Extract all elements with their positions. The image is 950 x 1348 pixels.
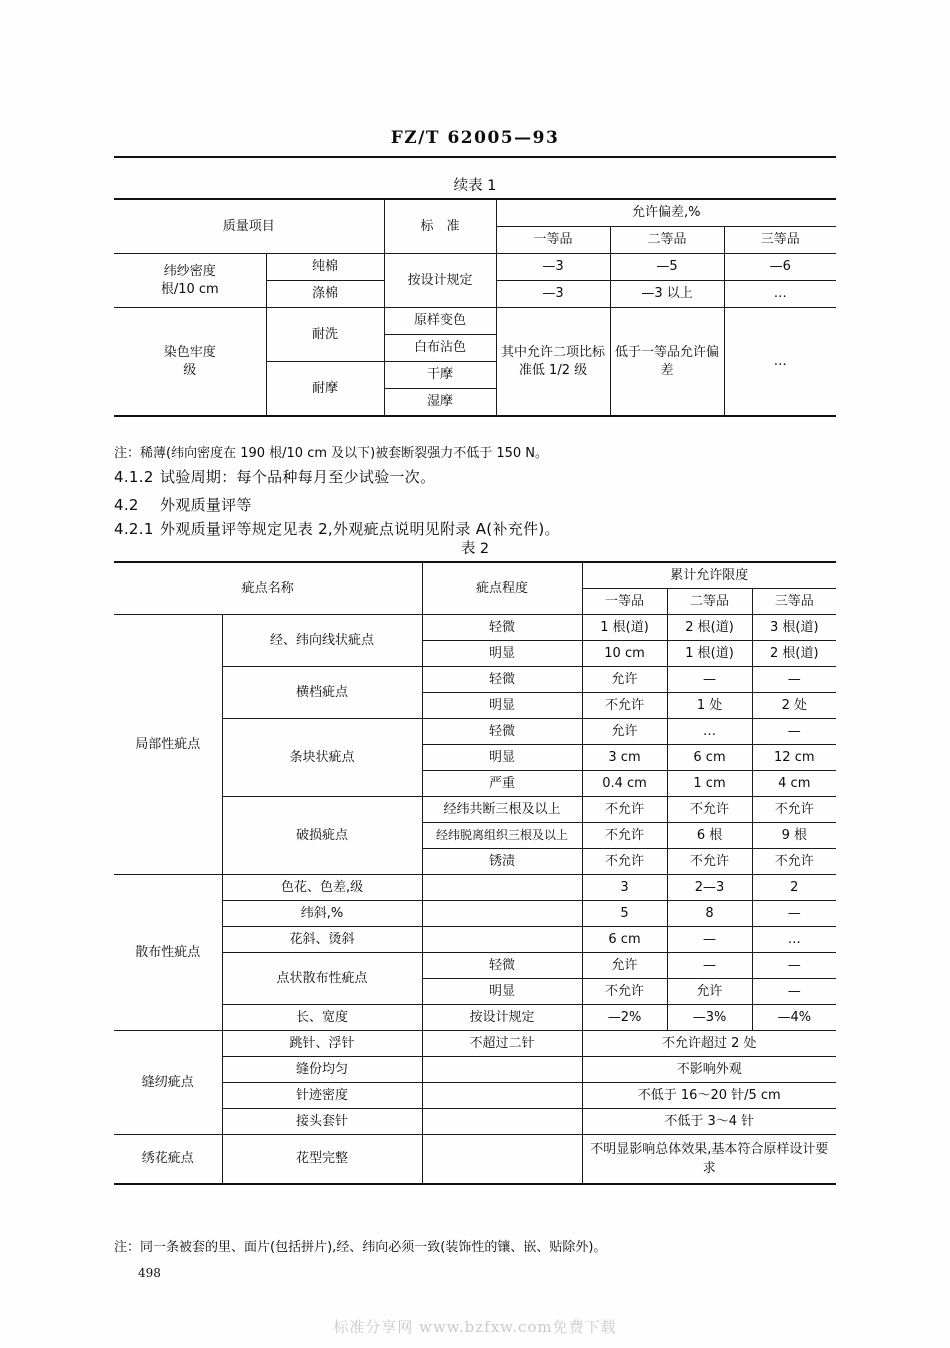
cell-g2: 1 处 [667,693,752,719]
cell-g1: 不允许 [582,979,667,1005]
cell-degree: 轻微 [422,615,582,641]
cell-span-requirement: 不低于 16～20 针/5 cm [582,1083,836,1109]
cell-g2: 1 根(道) [667,641,752,667]
cell-g2: 2 根(道) [667,615,752,641]
cell-degree: 明显 [422,693,582,719]
cell-g2: 1 cm [667,771,752,797]
cell-standard-by-design: 按设计规定 [384,254,496,308]
cell-g1: —3 [496,281,610,308]
cell-g2: — [667,927,752,953]
cell-white-cloth-stain: 白布沾色 [384,335,496,362]
table-row [114,1005,836,1031]
cell-g3: — [752,953,836,979]
cell-color-fastness [114,308,266,417]
cell-degree: 经纬共断三根及以上 [422,797,582,823]
cell-rub-fastness: 耐摩 [266,362,384,417]
table2-note: 注：同一条被套的里、面片(包括拼片),经、纬向必须一致(装饰性的镶、嵌、贴除外)。 [114,1240,607,1255]
paragraph-4-2-1 [114,518,560,539]
cell-merged-note-1: 其中允许二项比标准低 1/2 级 [496,308,610,417]
th-cumulative-limit: 累计允许限度 [582,562,836,589]
table-row [114,308,836,335]
th-quality-item: 质量项目 [114,199,384,254]
cell-g3: 4 cm [752,771,836,797]
cell-weft-density [114,254,266,308]
cell-degree [422,875,582,901]
weft-density-line1: 纬纱密度 [163,263,216,279]
cell-g1: 不允许 [582,849,667,875]
cell-defect-size: 长、宽度 [222,1005,422,1031]
th-grade2: 二等品 [610,227,724,254]
cell-g2: — [667,667,752,693]
paragraph-4-2 [114,494,252,515]
cell-degree: 轻微 [422,719,582,745]
table-row [114,875,836,901]
table-row [114,1083,836,1109]
cell-pure-cotton: 纯棉 [266,254,384,281]
table-row [114,719,836,745]
th-grade2: 二等品 [667,589,752,615]
cell-defect-patch: 条块状疵点 [222,719,422,797]
cell-g1: 1 根(道) [582,615,667,641]
cell-defect-linear: 经、纬向线状疵点 [222,615,422,667]
section-number: 4.2.1 [114,520,154,538]
cell-g3: 3 根(道) [752,615,836,641]
th-defect-degree: 疵点程度 [422,562,582,615]
table-row [114,199,836,227]
cell-g1: 不允许 [582,823,667,849]
cell-defect-color: 色花、色差,级 [222,875,422,901]
cell-g2: 不允许 [667,797,752,823]
table1-note: 注：稀薄(纬向密度在 190 根/10 cm 及以下)被套断裂强力不低于 150 N。 [114,446,549,461]
cell-degree: 锈渍 [422,849,582,875]
cell-g1: 6 cm [582,927,667,953]
cell-original-color-change: 原样变色 [384,308,496,335]
cell-g3: … [752,927,836,953]
cell-degree [422,1057,582,1083]
cell-defect-stitch-density: 针迹密度 [222,1083,422,1109]
cell-g2: —3 以上 [610,281,724,308]
cell-wash-fastness: 耐洗 [266,308,384,362]
cell-g1: —2% [582,1005,667,1031]
section-number: 4.2 [114,496,139,514]
th-grade1: 一等品 [582,589,667,615]
cell-degree: 按设计规定 [422,1005,582,1031]
cell-group-local-defects: 局部性疵点 [114,615,222,875]
cell-g3: 9 根 [752,823,836,849]
cell-g1: 3 [582,875,667,901]
section-text: 外观质量评等规定见表 2,外观疵点说明见附录 A(补充件)。 [160,520,560,538]
table-row [114,927,836,953]
cell-g1: 不允许 [582,797,667,823]
page-number: 498 [138,1266,161,1280]
section-text: 外观质量评等 [160,496,252,514]
cell-defect-seam-even: 缝份均匀 [222,1057,422,1083]
cell-g2: 6 cm [667,745,752,771]
cell-degree [422,1135,582,1185]
table-row [114,615,836,641]
table-row [114,254,836,281]
th-tolerance: 允许偏差,% [496,199,836,227]
cell-degree: 不超过二针 [422,1031,582,1057]
cell-g1: 5 [582,901,667,927]
table-row [114,1109,836,1135]
cell-g3: — [752,979,836,1005]
cell-span-requirement: 不低于 3～4 针 [582,1109,836,1135]
cell-defect-joint-stitch: 接头套针 [222,1109,422,1135]
cell-defect-skip-stitch: 跳针、浮针 [222,1031,422,1057]
cell-degree: 明显 [422,745,582,771]
paragraph-4-1-2 [114,466,435,487]
watermark: 标准分享网 www.bzfxw.com免费下载 [333,1318,617,1336]
cell-dry-rub: 干摩 [384,362,496,389]
table1-caption: 续表 1 [453,178,497,194]
cell-g1: 0.4 cm [582,771,667,797]
section-number: 4.1.2 [114,468,154,486]
table-2-appearance-quality [114,561,836,1185]
cell-g1: 不允许 [582,693,667,719]
table-row [114,562,836,589]
cell-g3: 2 根(道) [752,641,836,667]
cell-defect-weft-skew: 纬斜,% [222,901,422,927]
cell-span-requirement: 不明显影响总体效果,基本符合原样设计要求 [582,1135,836,1185]
cell-g3: — [752,667,836,693]
th-standard: 标 准 [384,199,496,254]
cell-g3: 不允许 [752,849,836,875]
cell-group-scattered-defects: 散布性疵点 [114,875,222,1031]
cell-degree: 明显 [422,641,582,667]
cell-defect-spotted: 点状散布性疵点 [222,953,422,1005]
cell-g2: — [667,953,752,979]
table2-caption: 表 2 [460,541,490,557]
section-text: 试验周期：每个品种每月至少试验一次。 [160,468,436,486]
table-row [114,953,836,979]
cell-defect-pattern-skew: 花斜、烫斜 [222,927,422,953]
cell-g3: … [724,308,836,417]
cell-merged-note-2: 低于一等品允许偏差 [610,308,724,417]
cell-degree: 轻微 [422,667,582,693]
table-row [114,1135,836,1185]
th-grade1: 一等品 [496,227,610,254]
cell-g3: —6 [724,254,836,281]
table-continued-1 [114,198,836,417]
cell-degree [422,901,582,927]
cell-g1: 允许 [582,719,667,745]
cell-g3: 2 处 [752,693,836,719]
cell-span-requirement: 不允许超过 2 处 [582,1031,836,1057]
cell-g2: … [667,719,752,745]
cell-group-embroidery-defects: 绣花疵点 [114,1135,222,1185]
cell-poly-cotton: 涤棉 [266,281,384,308]
cell-g2: 6 根 [667,823,752,849]
cell-g1: 10 cm [582,641,667,667]
th-grade3: 三等品 [752,589,836,615]
cell-g3: — [752,719,836,745]
cell-degree [422,1083,582,1109]
cell-wet-rub: 湿摩 [384,389,496,417]
cell-g1: 允许 [582,667,667,693]
cell-g3: 不允许 [752,797,836,823]
cell-g2: —5 [610,254,724,281]
weft-density-line2: 根/10 cm [160,281,219,297]
color-fastness-line2: 级 [183,362,197,378]
cell-degree [422,1109,582,1135]
cell-g1: 允许 [582,953,667,979]
cell-degree: 轻微 [422,953,582,979]
cell-defect-bar: 横档疵点 [222,667,422,719]
page-header-standard-code: FZ/T 62005—93 [390,128,560,148]
table-row [114,901,836,927]
cell-g3: 2 [752,875,836,901]
cell-g3: —4% [752,1005,836,1031]
color-fastness-line1: 染色牢度 [163,344,216,360]
cell-degree: 明显 [422,979,582,1005]
cell-g2: 允许 [667,979,752,1005]
table-row [114,1031,836,1057]
cell-g2: 8 [667,901,752,927]
cell-degree: 经纬脱离组织三根及以上 [422,823,582,849]
th-grade3: 三等品 [724,227,836,254]
cell-defect-pattern-complete: 花型完整 [222,1135,422,1185]
table-row [114,667,836,693]
cell-g2: —3% [667,1005,752,1031]
cell-g2: 2—3 [667,875,752,901]
table-row [114,1057,836,1083]
cell-degree [422,927,582,953]
cell-g3: 12 cm [752,745,836,771]
cell-group-sewing-defects: 缝纫疵点 [114,1031,222,1135]
table-row [114,797,836,823]
cell-span-requirement: 不影响外观 [582,1057,836,1083]
th-defect-name: 疵点名称 [114,562,422,615]
cell-g1: —3 [496,254,610,281]
cell-g3: … [724,281,836,308]
cell-defect-damage: 破损疵点 [222,797,422,875]
cell-degree: 严重 [422,771,582,797]
header-divider [114,156,836,158]
cell-g1: 3 cm [582,745,667,771]
cell-g3: — [752,901,836,927]
cell-g2: 不允许 [667,849,752,875]
